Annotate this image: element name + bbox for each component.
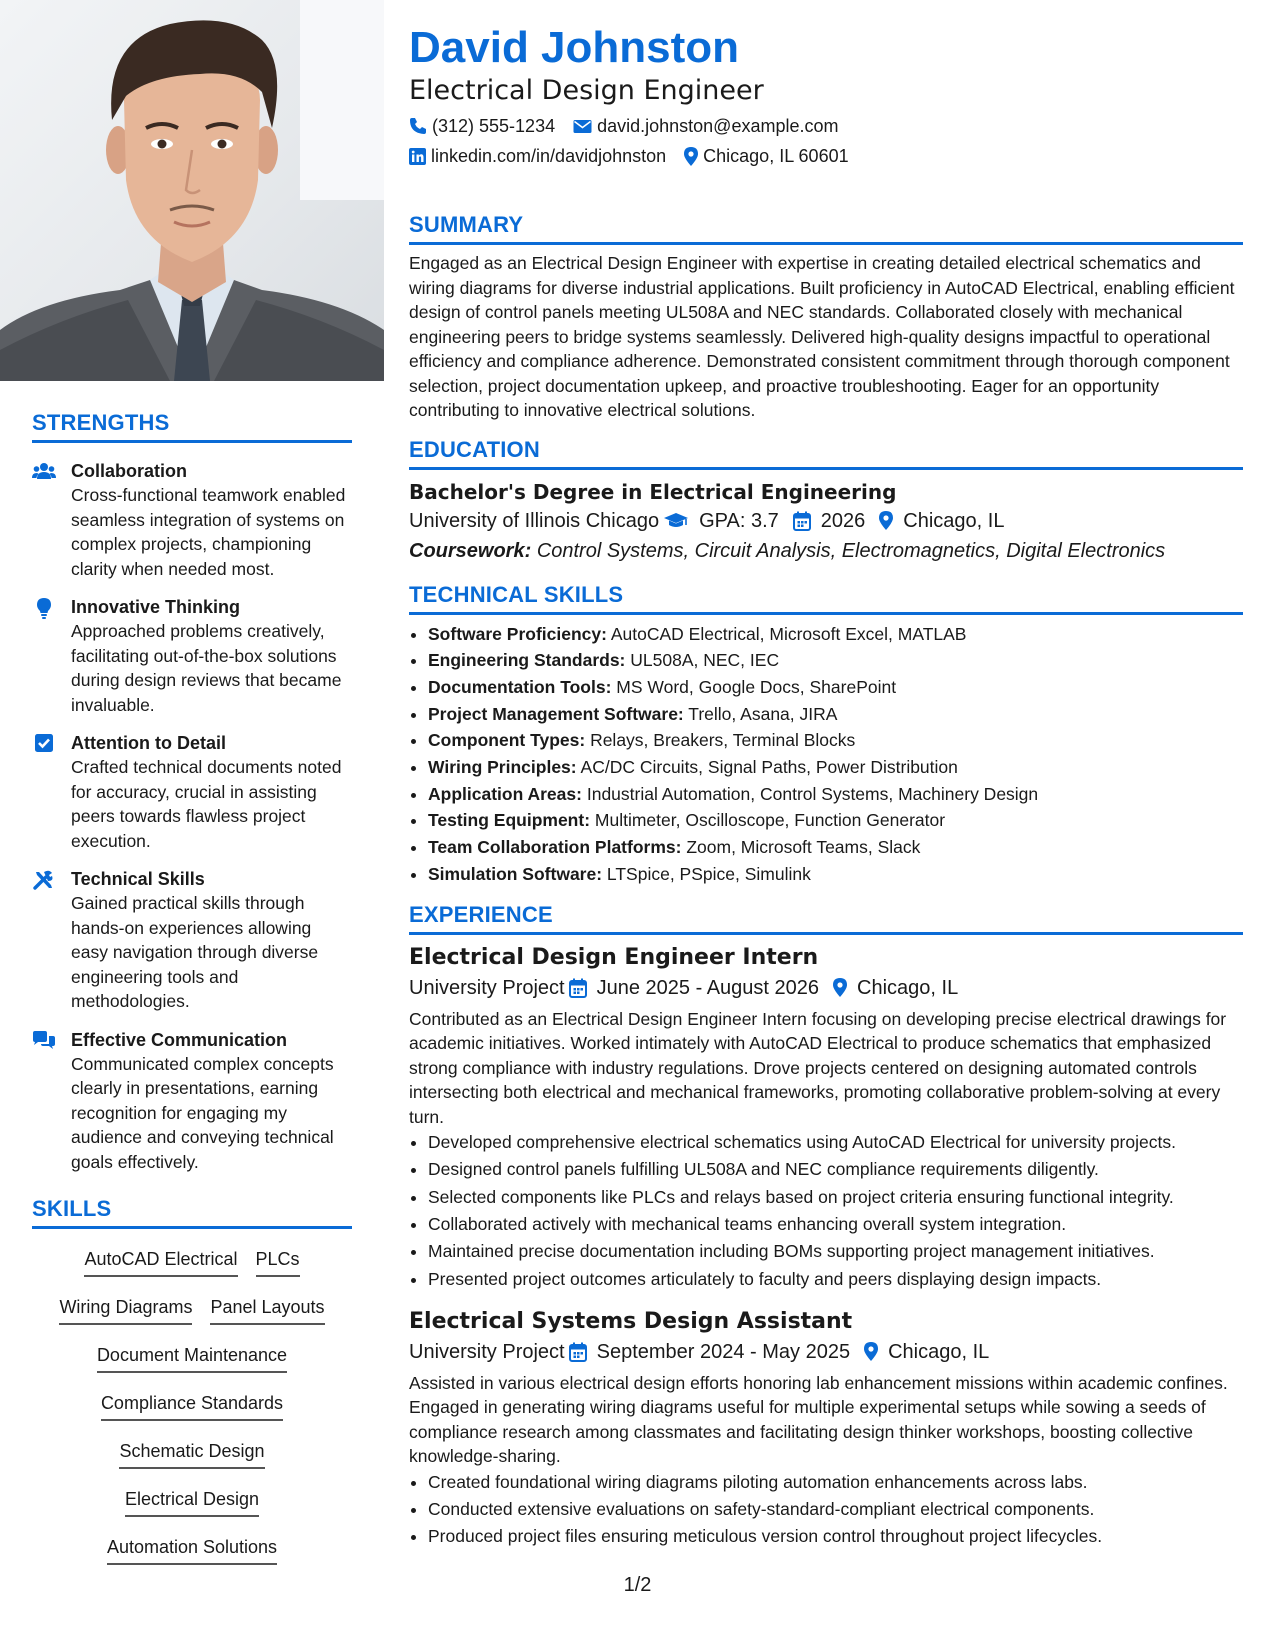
phone-contact[interactable]: [409, 114, 555, 138]
school-name: University of Illinois Chicago: [409, 509, 660, 532]
list-item: • Created foundational wiring diagrams piloting automation enhancements across labs.: [428, 1469, 1243, 1496]
portrait-illustration: [0, 0, 384, 381]
skill-chip: Electrical Design: [125, 1487, 259, 1517]
skills-list: [32, 1237, 352, 1573]
strength-title: Innovative Thinking: [71, 597, 241, 617]
list-item: • Produced project files ensuring meticulous version control throughout project lifecycles.: [428, 1523, 1243, 1550]
job-title: Electrical Design Engineer Intern: [409, 944, 819, 970]
skill-chip: Panel Layouts: [210, 1295, 324, 1325]
left-column: [32, 410, 352, 1573]
list-item: • Collaborated actively with mechanical teams enhancing overall system integration.: [428, 1211, 1243, 1238]
job-dates: September 2024 - May 2025: [596, 1340, 851, 1363]
email-contact[interactable]: [573, 114, 838, 138]
experience-title: EXPERIENCE: [409, 902, 1243, 935]
list-item: • Conducted extensive evaluations on safety-standard-compliant electrical components.: [428, 1496, 1243, 1523]
strength-desc: Cross-functional teamwork enabled seamless integration of systems on complex projects, championing clarity when needed most.: [71, 485, 346, 579]
job-meta: [409, 973, 1243, 1003]
users-icon: [32, 461, 56, 483]
gpa: GPA: 3.7: [699, 509, 779, 532]
lightbulb-icon: [32, 597, 56, 619]
summary-section: [409, 212, 1243, 423]
list-item: • Component Types: Relays, Breakers, Terminal Blocks: [428, 727, 1243, 754]
job-org: University Project: [409, 1340, 565, 1363]
strengths-title: STRENGTHS: [32, 410, 352, 443]
list-item: • Project Management Software: Trello, Asana, JIRA: [428, 701, 1243, 728]
checkbox-icon: [32, 733, 56, 755]
list-item: • Testing Equipment: Multimeter, Oscilloscope, Function Generator: [428, 807, 1243, 834]
list-item: • Documentation Tools: MS Word, Google Docs, SharePoint: [428, 674, 1243, 701]
page-number: 1/2: [623, 1574, 652, 1596]
strength-title: Collaboration: [71, 461, 187, 481]
list-item: • Developed comprehensive electrical schematics using AutoCAD Electrical for university projects.: [428, 1129, 1243, 1156]
phone-icon: [409, 117, 427, 135]
job-meta: [409, 1337, 1243, 1367]
map-pin-icon: [864, 1342, 878, 1361]
technical-skills-section: [409, 582, 1243, 888]
list-item: • Designed control panels fulfilling UL508A and NEC compliance requirements diligently.: [428, 1156, 1243, 1183]
graduation-cap-icon: [663, 512, 689, 530]
list-item: • Engineering Standards: UL508A, NEC, IEC: [428, 647, 1243, 674]
map-pin-icon: [833, 978, 847, 997]
map-pin-icon: [684, 147, 698, 166]
skill-chip: Compliance Standards: [101, 1391, 283, 1421]
graduation-year: 2026: [820, 509, 866, 532]
contact-row: [409, 114, 1243, 138]
skills-title: SKILLS: [32, 1196, 352, 1229]
calendar-icon: [569, 1342, 587, 1362]
strength-desc: Approached problems creatively, facilitating out-of-the-box solutions during design reviews that became invaluable.: [71, 621, 342, 715]
job-description: Assisted in various electrical design efforts honoring lab enhancement missions within academic confines. Engaged in generating wiring diagrams useful for multiple experimental setups while sowing a seeds of compliance research among classmates and facilitating design thinker workshops, boosting collective knowledge-sharing.: [409, 1372, 1228, 1467]
job-dates: June 2025 - August 2026: [596, 976, 820, 999]
linkedin-text: linkedin.com/in/davidjohnston: [431, 146, 667, 166]
phone-text: (312) 555-1234: [432, 116, 556, 136]
strength-item: [32, 459, 352, 581]
job-title: Electrical Systems Design Assistant: [409, 1308, 853, 1334]
list-item: • Simulation Software: LTSpice, PSpice, Simulink: [428, 861, 1243, 888]
skill-chip: Document Maintenance: [97, 1343, 287, 1373]
strength-desc: Gained practical skills through hands-on experiences allowing easy navigation through diverse engineering tools and methodologies.: [71, 893, 319, 1011]
list-item: • Maintained precise documentation including BOMs supporting project management initiatives.: [428, 1238, 1243, 1265]
job-entry: [409, 1307, 1243, 1551]
strength-title: Effective Communication: [71, 1029, 288, 1050]
list-item: • Wiring Principles: AC/DC Circuits, Signal Paths, Power Distribution: [428, 754, 1243, 781]
degree: Bachelor's Degree in Electrical Engineering: [409, 479, 897, 504]
strength-desc: Crafted technical documents noted for accuracy, crucial in assisting peers towards flawless project execution.: [71, 757, 342, 851]
strength-item: [32, 867, 352, 1014]
strength-title: Technical Skills: [71, 869, 205, 889]
location-contact: [684, 144, 848, 168]
job-bullets: [409, 1129, 1243, 1293]
linkedin-icon: [409, 148, 426, 165]
skill-chip: PLCs: [256, 1247, 300, 1277]
job-location: Chicago, IL: [888, 1340, 990, 1363]
education-section: [409, 437, 1243, 566]
location-text: Chicago, IL 60601: [703, 146, 849, 166]
list-item: • Selected components like PLCs and relays based on project criteria ensuring functional integrity.: [428, 1184, 1243, 1211]
skill-chip: Automation Solutions: [107, 1535, 277, 1565]
envelope-icon: [573, 119, 592, 134]
job-entry: [409, 943, 1243, 1293]
skill-chip: Wiring Diagrams: [59, 1295, 192, 1325]
technical-skills-title: TECHNICAL SKILLS: [409, 582, 1243, 615]
candidate-name: David Johnston: [409, 23, 740, 72]
education-location: Chicago, IL: [903, 509, 1005, 532]
list-item: • Team Collaboration Platforms: Zoom, Microsoft Teams, Slack: [428, 834, 1243, 861]
calendar-icon: [793, 511, 811, 531]
list-item: • Application Areas: Industrial Automation, Control Systems, Machinery Design: [428, 781, 1243, 808]
education-title: EDUCATION: [409, 437, 1243, 470]
skill-chip: AutoCAD Electrical: [84, 1247, 237, 1277]
education-meta: [409, 506, 1243, 536]
experience-section: [409, 902, 1243, 1551]
strength-desc: Communicated complex concepts clearly in presentations, earning recognition for engaging my audience and conveying technical goals effectively.: [71, 1053, 334, 1172]
job-location: Chicago, IL: [857, 976, 959, 999]
map-pin-icon: [879, 511, 893, 530]
strength-item: [32, 731, 352, 853]
right-column: [409, 22, 1243, 1551]
contact-row: [409, 144, 1243, 168]
strength-item: [32, 595, 352, 717]
summary-text: Engaged as an Electrical Design Engineer with expertise in creating detailed electrical schematics and wiring diagrams for diverse industrial applications. Built proficiency in AutoCAD Electrical, enabling efficient design of control panels meeting UL508A and NEC standards. Collaborated closely with mechanical engineering peers to bridge systems seamlessly. Delivered high-quality designs impactful to operational efficiency and compliance adherence. Demonstrated consistent commitment through thorough component selection, project documentation upkeep, and proactive troubleshooting. Eager for an opportunity contributing to innovative electrical solutions.: [409, 253, 1235, 420]
job-bullets: [409, 1469, 1243, 1551]
strength-item: [32, 1028, 352, 1175]
summary-title: SUMMARY: [409, 212, 1243, 245]
email-text: david.johnston@example.com: [597, 116, 839, 136]
coursework-list: Control Systems, Circuit Analysis, Electromagnetics, Digital Electronics: [536, 539, 1166, 562]
calendar-icon: [569, 978, 587, 998]
coursework: [409, 536, 1243, 566]
list-item: • Software Proficiency: AutoCAD Electrical, Microsoft Excel, MATLAB: [428, 621, 1243, 648]
profile-photo: [0, 0, 384, 381]
chat-bubbles-icon: [32, 1030, 56, 1052]
job-org: University Project: [409, 976, 565, 999]
candidate-role: Electrical Design Engineer: [409, 75, 764, 106]
technical-skills-list: [409, 621, 1243, 888]
linkedin-contact[interactable]: [409, 144, 666, 168]
tools-icon: [32, 869, 56, 891]
list-item: • Presented project outcomes articulately to faculty and peers displaying design impacts.: [428, 1266, 1243, 1293]
coursework-label: Coursework:: [409, 539, 532, 562]
strength-title: Attention to Detail: [71, 733, 226, 753]
job-description: Contributed as an Electrical Design Engineer Intern focusing on developing precise electrical drawings for academic initiatives. Worked intimately with AutoCAD Electrical to produce schematics that emphasized strong compliance with industry regulations. Drove projects centered on designing automated controls intersecting both electrical and mechanical frameworks, promoting collaborative problem-solving at every turn.: [409, 1008, 1227, 1127]
skill-chip: Schematic Design: [119, 1439, 264, 1469]
